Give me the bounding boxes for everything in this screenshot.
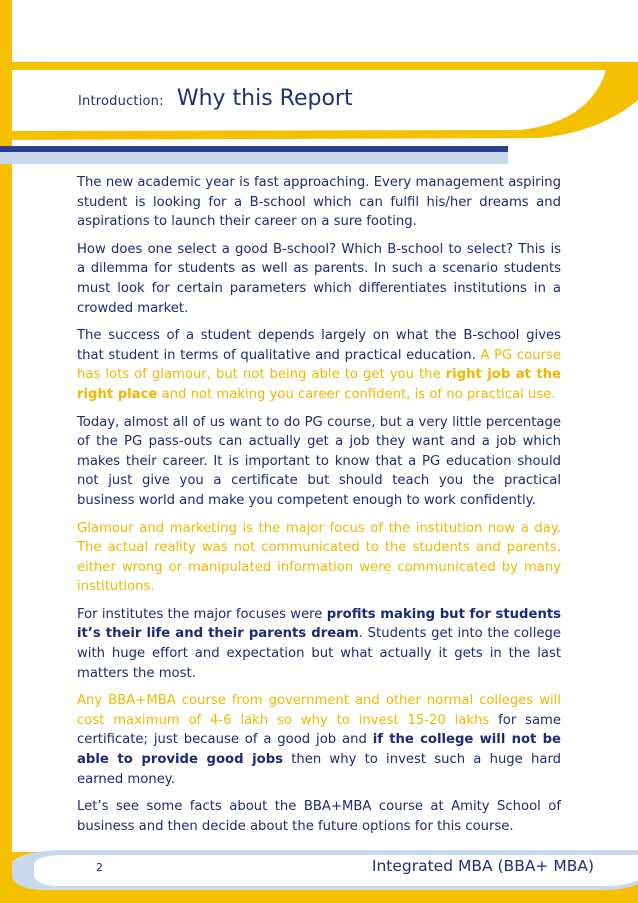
- text-run: then why to invest such a huge hard earned money.: [77, 752, 562, 787]
- highlight-text: and not making you career confident, is of no practical use.: [157, 386, 556, 402]
- text-run: The success of a student depends largely on what the B-school gives that student in terms of qualitative and practical education.: [77, 328, 561, 363]
- highlight-text: Any BBA+MBA course from government and other normal colleges will cost maximum of 4-6 lakh so why to invest 15-20 lakhs: [77, 693, 561, 728]
- paragraph: [77, 691, 561, 789]
- text-run: For institutes the major focuses were: [77, 606, 327, 622]
- paragraph: Let’s see some facts about the BBA+MBA course at Amity School of business and then decide about the future options for this course.: [77, 799, 561, 834]
- footer-title: Integrated MBA (BBA+ MBA): [371, 857, 594, 875]
- page-number: 2: [96, 861, 103, 874]
- paragraph: [77, 605, 561, 683]
- text-run: . Students get into the college with huge effort and expectation but what actually it gets in the last matters the most.: [77, 626, 561, 681]
- page-header: [78, 86, 353, 111]
- header-light-stripe: [0, 152, 508, 164]
- paragraph: [77, 326, 561, 404]
- paragraph: The new academic year is fast approaching. Every management aspiring student is looking for a B-school which can fulfil his/her dreams and aspirations to launch their career on a sure footing.: [77, 175, 561, 230]
- bold-text: profits making but for students it’s their life and their parents dream: [77, 606, 561, 642]
- header-blue-stripe: [0, 146, 508, 152]
- header-label: Introduction:: [78, 94, 164, 109]
- paragraph: How does one select a good B-school? Which B-school to select? This is a dilemma for students as well as parents. In such a scenario students must look for certain parameters which differentiates institutions in a crowded market.: [77, 241, 561, 316]
- page-title: Why this Report: [176, 86, 353, 111]
- text-run: for same certificate; just because of a good job and: [77, 712, 561, 748]
- bold-text: if the college will not be able to provide good jobs: [77, 732, 562, 768]
- bold-highlight-text: right job at the right place: [77, 367, 561, 402]
- report-body: [77, 173, 561, 844]
- paragraph: Glamour and marketing is the major focus of the institution now a day. The actual reality was not communicated to the students and parents, either wrong or manipulated information were communicated by many institutions.: [77, 520, 561, 595]
- paragraph: Today, almost all of us want to do PG course, but a very little percentage of the PG pass-outs can actually get a job they want and a job which makes their career. It is important to know that a PG education should not just give you a certificate but should teach you the practical business world and make you competent enough to work confidently.: [77, 414, 561, 508]
- highlight-text: A PG course has lots of glamour, but not being able to get you the: [77, 347, 561, 383]
